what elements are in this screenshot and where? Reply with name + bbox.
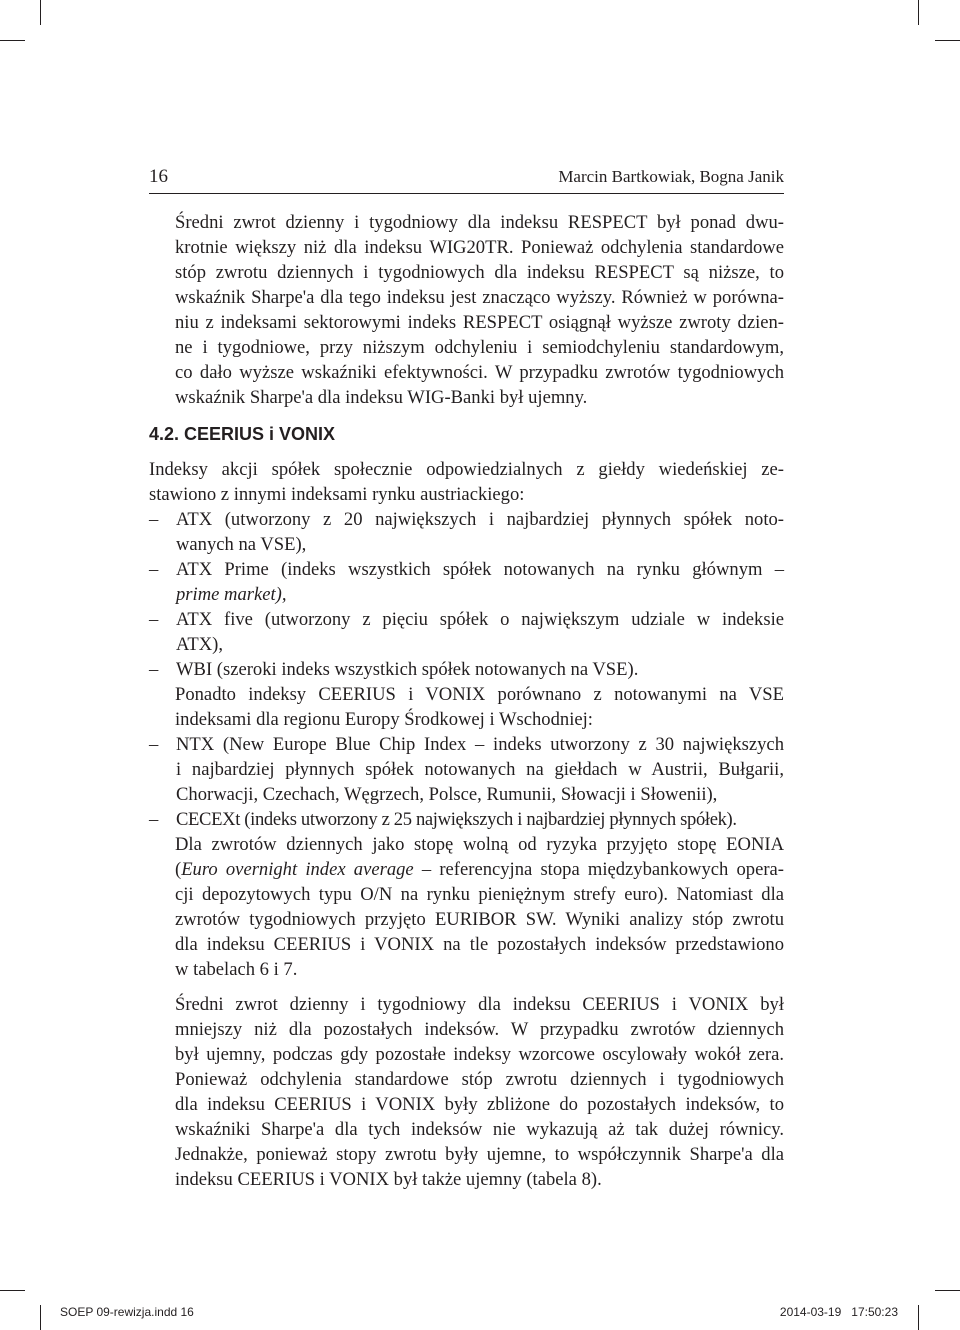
text-line: indeksu CEERIUS i VONIX był także ujemny (tabela 8). [175,1169,602,1190]
crop-mark [0,1290,25,1291]
crop-mark [935,40,960,41]
list-item [149,732,784,807]
austrian-index-list [149,507,784,682]
text-line: cji depozytowych typu O/N na rynku pieniężnym strefy euro). Natomiast dla [175,884,784,905]
list-item [149,557,784,607]
crop-mark [40,0,41,25]
text-line: – WBI (szeroki indeks wszystkich spółek notowanych na VSE). [176,659,639,680]
text-line: zwrotów tygodniowych przyjęto EURIBOR SW. Wyniki analizy stóp zwrotu [175,909,784,930]
text-line: krotnie większy niż dla indeksu WIG20TR. Ponieważ odchylenia standardowe [175,237,784,258]
header-rule [149,193,784,194]
text-line: Średni zwrot dzienny i tygodniowy dla indeksu RESPECT był ponad dwu- [175,212,784,233]
list-item [149,657,784,682]
paragraph-gap [149,982,784,992]
text-line-mixed [149,857,784,882]
text-line: ATX), [176,634,223,655]
text-line: prime market), [176,584,287,605]
paragraph-risk-free-rate [149,832,784,982]
text-line: był ujemny, podczas gdy pozostałe indeksy wzorcowe oscylowały wokół zera. [175,1044,784,1065]
text-line: Chorwacji, Czechach, Węgrzech, Polsce, Rumunii, Słowacji i Słowenii), [176,784,718,805]
text-line: wskaźnik Sharpe'a dla tego indeksu jest znacząco wyższy. Również w porówna- [175,287,784,308]
text-line: indeksami dla regionu Europy Środkowej i Wschodniej: [175,709,593,730]
list-item [149,607,784,657]
crop-mark [40,1305,41,1330]
text-line: wskaźniki Sharpe'a dla tych indeksów nie wykazują aż tak dużej równicy. [175,1119,784,1140]
paragraph-vienna-indices [149,457,784,507]
list-item [149,507,784,557]
text-line: mniejszy niż dla pozostałych indeksów. W przypadku zwrotów dziennych [175,1019,784,1040]
italic-term: Euro overnight index average [181,859,414,880]
footer-timestamp: 2014-03-19 17:50:23 [779,1305,898,1319]
section-heading: 4.2. CEERIUS i VONIX [149,424,336,444]
text-line: wanych na VSE), [176,534,307,555]
text-line: – NTX (New Europe Blue Chip Index – indeks utworzony z 30 największych [176,734,784,755]
crop-mark [935,1290,960,1291]
text-line: stawiono z innymi indeksami rynku austriackiego: [149,484,525,505]
text-line: dla indeksu CEERIUS i VONIX na tle pozostałych indeksów przedstawiono [175,934,784,955]
list-item [149,807,784,832]
cee-index-list [149,732,784,832]
paragraph-ceerius-results [149,992,784,1192]
text-line: Ponadto indeksy CEERIUS i VONIX porównano z notowanymi na VSE [175,684,784,705]
text-line: wskaźnik Sharpe'a dla indeksu WIG-Banki był ujemny. [175,387,588,408]
text-line: – ATX five (utworzony z pięciu spółek o największym udziale w indeksie [176,609,784,630]
text-line: Jednakże, ponieważ stopy zwrotu były ujemne, to współczynnik Sharpe'a dla [175,1144,784,1165]
text-line: i najbardziej płynnych spółek notowanych na giełdach w Austrii, Bułgarii, [176,759,784,780]
text-line: – ATX (utworzony z 20 największych i najbardziej płynnych spółek noto- [176,509,784,530]
crop-mark [0,40,25,41]
text-line: – CECEXt (indeks utworzony z 25 największych i najbardziej płynnych spółek). [176,809,737,830]
text-line: co dało wyższe wskaźniki efektywności. W przypadku zwrotów tygodniowych [175,362,784,383]
text-line: – ATX Prime (indeks wszystkich spółek notowanych na rynku głównym – [176,559,784,580]
text-line: niu z indeksami sektorowymi indeks RESPECT osiągnął wyższe zwroty dzien- [175,312,784,333]
crop-mark [918,1305,919,1330]
page-number: 16 [149,166,168,187]
text-line: dla indeksu CEERIUS i VONIX były zbliżone do pozostałych indeksów, to [175,1094,784,1115]
text-line: Średni zwrot dzienny i tygodniowy dla indeksu CEERIUS i VONIX był [175,994,784,1015]
page-body [149,210,784,1192]
running-header [149,164,784,190]
text-line: Ponieważ odchylenia standardowe stóp zwrotu dziennych i tygodniowych [175,1069,784,1090]
text-line: Dla zwrotów dziennych jako stopę wolną od ryzyka przyjęto stopę EONIA [175,834,784,855]
paragraph-respect-summary [149,210,784,410]
crop-mark [918,0,919,25]
open-paren: ( [175,859,182,880]
footer-filename: SOEP 09-rewizja.indd 16 [60,1305,194,1319]
text-line: ne i tygodniowe, przy niższym odchyleniu i semiodchyleniu standardowym, [175,337,784,358]
text-fragment: – referencyjna stopa międzybankowych opera- [413,859,784,880]
text-line: stóp zwrotu dziennych i tygodniowych dla indeksu RESPECT są niższe, to [175,262,784,283]
text-line: Indeksy akcji spółek społecznie odpowiedzialnych z giełdy wiedeńskiej ze- [149,459,784,480]
paragraph-cee-indices [149,682,784,732]
text-line: w tabelach 6 i 7. [175,959,298,980]
header-authors: Marcin Bartkowiak, Bogna Janik [558,167,784,186]
